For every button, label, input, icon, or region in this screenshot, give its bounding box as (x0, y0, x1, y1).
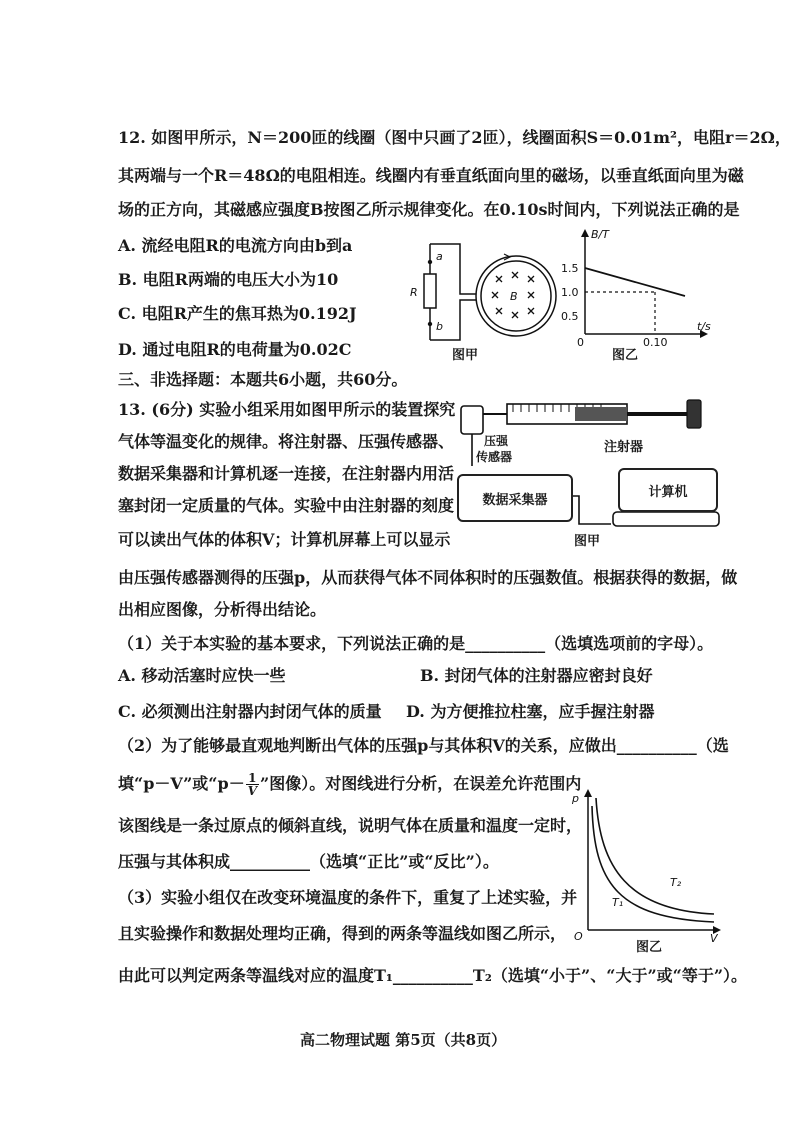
x-axis-label: t/s (697, 320, 711, 333)
q12-option-a: A. 流经电阻R的电流方向由b到a (118, 236, 353, 255)
q13-part3-line-2: 且实验操作和数据处理均正确，得到的两条等温线如图乙所示， (118, 924, 567, 943)
p-axis-label: p (572, 792, 579, 805)
q13-part1-option-d: D. 为方便推拉柱塞，应手握注射器 (406, 702, 655, 721)
t1-label: T₁ (612, 896, 624, 909)
q13-part2-line-4: 压强与其体积成__________（选填“正比”或“反比”）。 (118, 852, 499, 871)
pressure-sensor-shape (461, 406, 483, 434)
q12-fig-a-caption: 图甲 (452, 348, 479, 363)
sensor-label-1: 压强 (484, 434, 509, 448)
q13-part2-line-1: （2）为了能够最直观地判断出气体的压强p与其体积V的关系，应做出__________（选 (118, 736, 729, 755)
q13-part3-line-3: 由此可以判定两条等温线对应的温度T₁__________T₂（选填“小于”、“大于”或“等于”）。 (118, 966, 748, 985)
origin-o-label: O (574, 930, 583, 943)
q12-coil-circuit-figure (408, 236, 568, 356)
computer-base (613, 512, 719, 526)
q13-line-2: 气体等温变化的规律。将注射器、压强传感器、 (118, 432, 455, 451)
q13-line-7: 出相应图像，分析得出结论。 (118, 600, 327, 619)
label-a: a (436, 250, 443, 263)
plunger-handle (687, 400, 701, 428)
one-over-v-fraction (246, 772, 259, 797)
resistor-symbol (424, 274, 436, 308)
x-tick-0-10: 0.10 (643, 336, 668, 349)
q13-line-6: 由压强传感器测得的压强p，从而获得气体不同体积时的压强数值。根据获得的数据，做 (118, 568, 738, 587)
y-tick-1-0: 1.0 (561, 286, 579, 299)
label-field-b: B (510, 290, 518, 303)
y-axis-label: B/T (591, 228, 609, 241)
label-r: R (410, 286, 418, 299)
q12-bt-graph (555, 226, 715, 351)
origin-label: 0 (577, 336, 584, 349)
computer-monitor (618, 468, 718, 512)
q13-part1-stem: （1）关于本实验的基本要求，下列说法正确的是__________（选填选项前的字母）。 (118, 634, 714, 653)
q13-part1-option-a: A. 移动活塞时应快一些 (118, 666, 286, 685)
v-axis-label: V (710, 932, 718, 945)
data-collector-label: 数据采集器 (482, 492, 548, 508)
q12-line-2: 其两端与一个R＝48Ω的电阻相连。线圈内有垂直纸面向里的磁场，以垂直纸面向里为磁 (118, 166, 744, 185)
sensor-label-2: 传感器 (476, 450, 513, 464)
computer-label: 计算机 (648, 484, 688, 500)
y-tick-0-5: 0.5 (561, 310, 579, 323)
section-three-heading: 三、非选择题：本题共6小题，共60分。 (118, 370, 408, 389)
fraction-denominator: V (247, 784, 258, 798)
q13-line-1: 13. (6分) 实验小组采用如图甲所示的装置探究 (118, 400, 456, 419)
page-footer: 高二物理试题 第5页（共8页） (300, 1031, 507, 1049)
t2-label: T₂ (670, 876, 682, 889)
q13-part2-line-2a: 填“p－V”或“p－ (118, 774, 245, 793)
q12-option-b: B. 电阻R两端的电压大小为10 (118, 270, 339, 289)
q12-option-d: D. 通过电阻R的电荷量为0.02C (118, 340, 352, 359)
data-collector-box (457, 474, 573, 522)
isotherm-t1-curve (592, 806, 714, 922)
q13-part1-option-b: B. 封闭气体的注射器应密封良好 (420, 666, 653, 685)
q12-option-c: C. 电阻R产生的焦耳热为0.192J (118, 304, 357, 323)
q12-line-1: 12. 如图甲所示，N＝200匝的线圈（图中只画了2匝），线圈面积S＝0.01m²，电阻r＝2Ω， (118, 128, 791, 147)
q13-part2-line-2 (118, 772, 581, 797)
y-tick-1-5: 1.5 (561, 262, 579, 275)
q13-part3-line-1: （3）实验小组仅在改变环境温度的条件下，重复了上述实验，并 (118, 888, 578, 907)
syringe-label: 注射器 (604, 440, 644, 455)
fraction-numerator: 1 (246, 772, 259, 785)
q13-part2-line-2b: ”图像）。对图线进行分析，在误差允许范围内 (260, 774, 582, 793)
q12-line-3: 场的正方向，其磁感应强度B按图乙所示规律变化。在0.10s时间内，下列说法正确的是 (118, 200, 740, 219)
q13-part2-line-3: 该图线是一条过原点的倾斜直线，说明气体在质量和温度一定时， (118, 816, 583, 835)
q13-fig-b-caption: 图乙 (636, 940, 663, 955)
q13-line-5: 可以读出气体的体积V；计算机屏幕上可以显示 (118, 530, 451, 549)
q13-line-4: 塞封闭一定质量的气体。实验中由注射器的刻度 (118, 496, 455, 515)
label-b: b (436, 320, 443, 333)
q12-fig-b-caption: 图乙 (612, 348, 639, 363)
q13-isotherm-graph (566, 788, 726, 945)
q13-fig-a-caption: 图甲 (574, 534, 601, 549)
q13-line-3: 数据采集器和计算机逐一连接，在注射器内用活 (118, 464, 455, 483)
q13-part1-option-c: C. 必须测出注射器内封闭气体的质量 (118, 702, 382, 721)
